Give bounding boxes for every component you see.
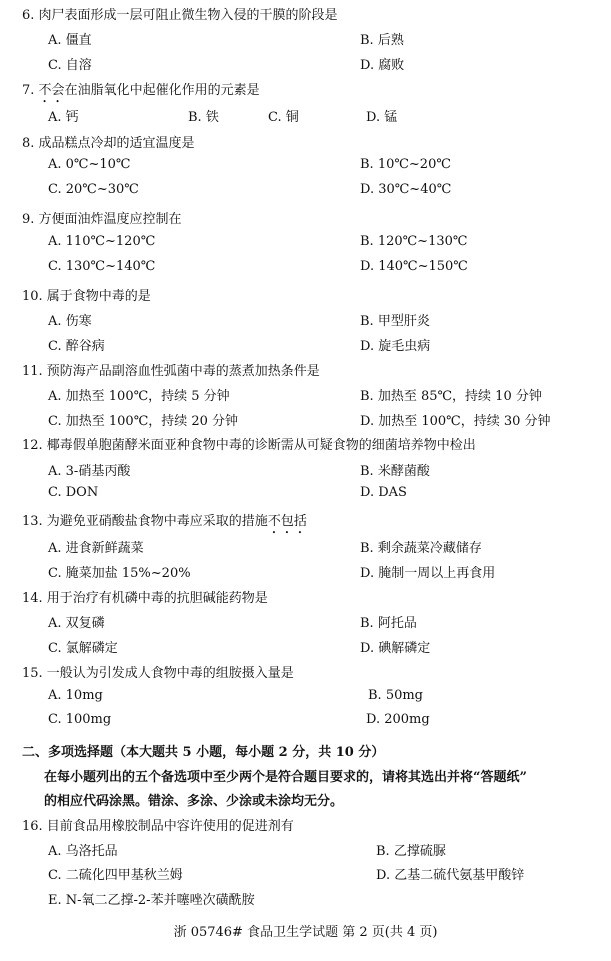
question-13-stem-main: 13. 为避免亚硝酸盐食物中毒应采取的措施 xyxy=(22,514,268,529)
section-2-instructions-line-2: 的相应代码涂黑。错涂、多涂、少涂或未涂均无分。 xyxy=(44,794,344,809)
question-13-stem xyxy=(22,510,597,537)
question-16-option-a: A. 乌洛托品 xyxy=(48,844,118,859)
question-6-option-c: C. 自溶 xyxy=(48,58,92,73)
question-8-option-d: D. 30℃~40℃ xyxy=(360,182,452,197)
question-12-option-a: A. 3-硝基丙酸 xyxy=(48,464,131,479)
question-15-option-d: D. 200mg xyxy=(366,712,430,727)
section-2-instructions-line-1: 在每小题列出的五个备选项中至少两个是符合题目要求的，请将其选出并将“答题纸” xyxy=(44,770,527,785)
question-7-option-a: A. 钙 xyxy=(48,110,79,125)
question-7-stem xyxy=(22,79,597,106)
question-9-option-b: B. 120℃~130℃ xyxy=(360,234,468,249)
question-16-option-d: D. 乙基二硫代氨基甲酸锌 xyxy=(376,868,525,883)
question-10-stem: 10. 属于食物中毒的是 xyxy=(22,289,151,304)
question-8-option-c: C. 20℃~30℃ xyxy=(48,182,139,197)
question-15-option-c: C. 100mg xyxy=(48,712,112,727)
question-12-option-c: C. DON xyxy=(48,485,99,500)
question-7-stem-rest: 在油脂氧化中起催化作用的元素是 xyxy=(64,83,260,98)
question-12-stem: 12. 椰毒假单胞菌酵米面亚种食物中毒的诊断需从可疑食物的细菌培养物中检出 xyxy=(22,438,476,453)
question-7-emphasis: 不会 xyxy=(38,83,65,98)
question-6-option-d: D. 腐败 xyxy=(360,58,405,73)
question-9-option-c: C. 130℃~140℃ xyxy=(48,259,156,274)
question-14-stem: 14. 用于治疗有机磷中毒的抗胆碱能药物是 xyxy=(22,591,268,606)
question-13-option-c: C. 腌菜加盐 15%~20% xyxy=(48,566,191,581)
question-7-option-c: C. 铜 xyxy=(268,110,299,125)
question-16-option-e: E. N-氧二乙撑-2-苯并噻唑次磺酰胺 xyxy=(48,893,255,908)
question-15-option-a: A. 10mg xyxy=(48,688,103,703)
question-7-option-d: D. 锰 xyxy=(366,110,398,125)
question-6-option-a: A. 僵直 xyxy=(48,33,92,48)
question-6-option-b: B. 后熟 xyxy=(360,33,404,48)
question-11-option-a: A. 加热至 100℃，持续 5 分钟 xyxy=(48,389,230,404)
question-8-option-a: A. 0℃~10℃ xyxy=(48,157,131,172)
question-7-option-b: B. 铁 xyxy=(188,110,219,125)
question-11-option-b: B. 加热至 85℃，持续 10 分钟 xyxy=(360,389,542,404)
question-9-stem: 9. 方便面油炸温度应控制在 xyxy=(22,212,182,227)
question-16-option-b: B. 乙撑硫脲 xyxy=(376,844,446,859)
question-15-stem: 15. 一般认为引发成人食物中毒的组胺摄入量是 xyxy=(22,666,294,681)
question-6-stem: 6. 肉尸表面形成一层可阻止微生物入侵的干膜的阶段是 xyxy=(22,8,338,23)
page-footer: 浙 05746# 食品卫生学试题 第 2 页(共 4 页) xyxy=(173,925,438,940)
question-9-option-a: A. 110℃~120℃ xyxy=(48,234,156,249)
question-13-option-d: D. 腌制一周以上再食用 xyxy=(360,566,496,581)
question-13-option-a: A. 进食新鲜蔬菜 xyxy=(48,541,144,556)
question-9-option-d: D. 140℃~150℃ xyxy=(360,259,468,274)
section-2-title: 二、多项选择题（本大题共 5 小题，每小题 2 分，共 10 分） xyxy=(22,745,385,760)
question-14-option-c: C. 氯解磷定 xyxy=(48,641,118,656)
question-13-emphasis: 不包括 xyxy=(267,514,307,529)
question-10-option-c: C. 醉谷病 xyxy=(48,339,105,354)
question-11-option-d: D. 加热至 100℃，持续 30 分钟 xyxy=(360,414,551,429)
question-8-stem: 8. 成品糕点冷却的适宜温度是 xyxy=(22,136,195,151)
question-10-option-d: D. 旋毛虫病 xyxy=(360,339,431,354)
question-11-stem: 11. 预防海产品副溶血性弧菌中毒的蒸煮加热条件是 xyxy=(22,364,320,379)
question-13-option-b: B. 剩余蔬菜冷藏储存 xyxy=(360,541,482,556)
question-10-option-b: B. 甲型肝炎 xyxy=(360,314,430,329)
question-14-option-d: D. 碘解磷定 xyxy=(360,641,431,656)
question-10-option-a: A. 伤寒 xyxy=(48,314,92,329)
question-14-option-a: A. 双复磷 xyxy=(48,616,105,631)
question-15-option-b: B. 50mg xyxy=(368,688,424,703)
question-11-option-c: C. 加热至 100℃，持续 20 分钟 xyxy=(48,414,239,429)
question-14-option-b: B. 阿托品 xyxy=(360,616,417,631)
question-7-number: 7. xyxy=(22,83,39,98)
question-12-option-d: D. DAS xyxy=(360,485,407,500)
question-12-option-b: B. 米酵菌酸 xyxy=(360,464,430,479)
question-16-option-c: C. 二硫化四甲基秋兰姆 xyxy=(48,868,183,883)
question-16-stem: 16. 目前食品用橡胶制品中容许使用的促进剂有 xyxy=(22,819,294,834)
question-8-option-b: B. 10℃~20℃ xyxy=(360,157,451,172)
